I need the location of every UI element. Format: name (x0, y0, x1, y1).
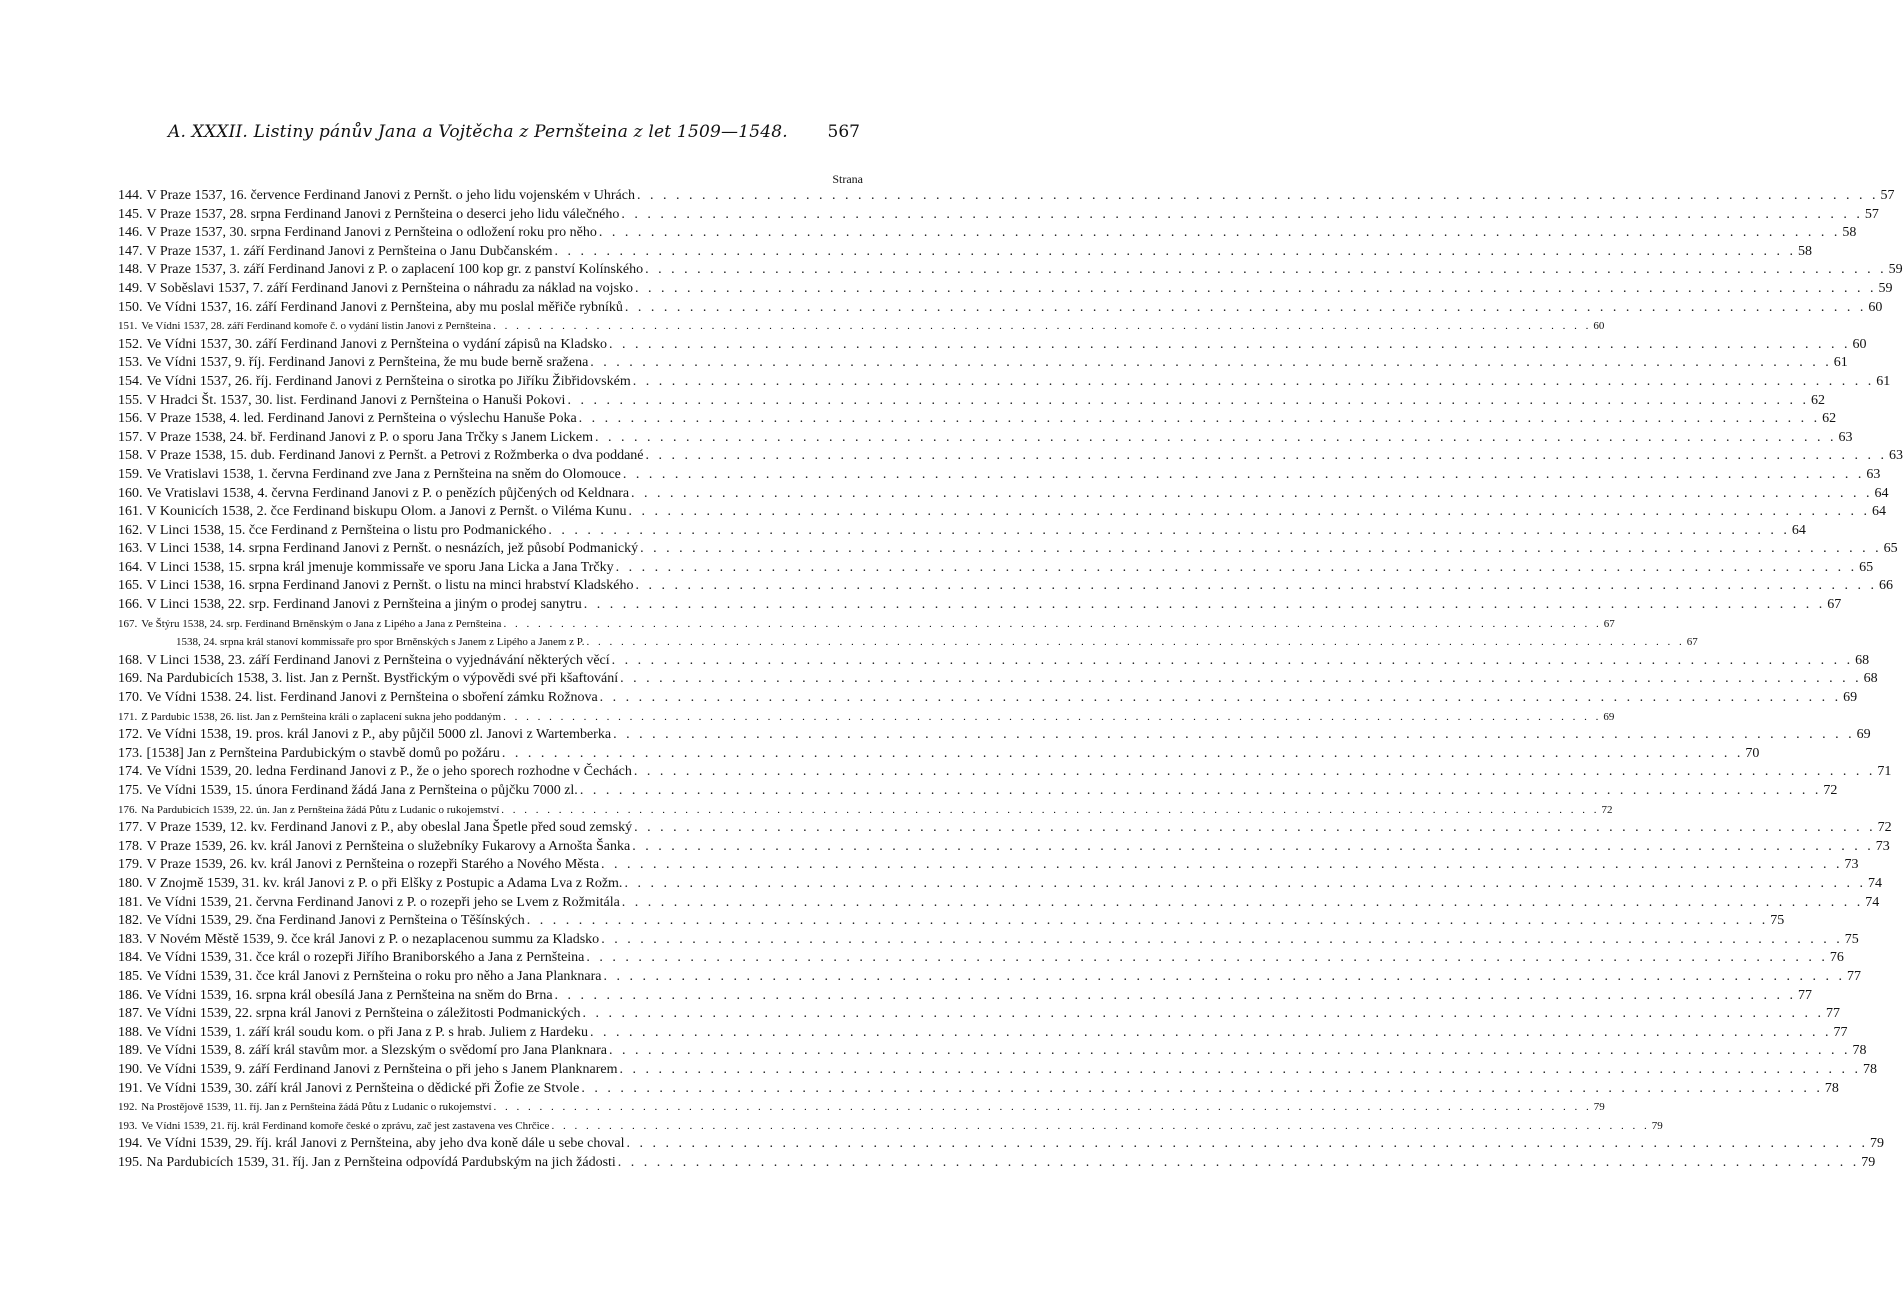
header-title: A. XXXII. Listiny pánův Jana a Vojtěcha z Pernšteina z let 1509—1548. (168, 122, 788, 142)
list-item (118, 261, 1903, 280)
list-item (118, 968, 1862, 987)
entry-number: 167. (118, 617, 138, 630)
entry-text: Na Pardubicích 1538, 3. list. Jan z Pernšt. Bystřickým o výpovědi své při kšaftování (146, 671, 619, 687)
list-item (118, 819, 1892, 838)
entry-text: V Znojmě 1539, 31. kv. král Janovi z P. o při Elšky z Postupic a Adama Lva z Rožm. (146, 875, 623, 891)
list-item (118, 949, 1844, 968)
entry-page: 59 (1878, 280, 1893, 296)
entry-text: V Linci 1538, 23. září Ferdinand Janovi z Pernšteina o vyjednávání některých věcí (146, 652, 610, 668)
entry-text: V Linci 1538, 15. srpna král jmenuje kommissaře ve sporu Jana Licka a Jana Trčky (146, 559, 614, 575)
entry-number: 156. (118, 411, 143, 427)
entry-page: 74 (1867, 875, 1882, 891)
entry-number: 145. (118, 206, 143, 222)
entry-number: 183. (118, 931, 143, 947)
entry-number: 177. (118, 820, 143, 836)
entry-page: 61 (1876, 373, 1891, 389)
entry-number: 174. (118, 764, 143, 780)
entry-text: Ve Vratislavi 1538, 1. června Ferdinand zve Jana z Pernšteina na sněm do Olomouce (146, 466, 621, 482)
list-item (118, 689, 1858, 708)
entry-text: Ve Vídni 1539, 29. říj. král Janovi z Pernšteina, aby jeho dva koně dále u sebe choval (146, 1136, 625, 1152)
entry-page: 62 (1822, 411, 1837, 427)
entry-text: V Praze 1537, 28. srpna Ferdinand Janovi z Pernšteina o deserci jeho lidu válečného (146, 206, 620, 222)
entry-text: Ve Vídni 1539, 21. říj. král Ferdinand komoře české o zprávu, zač jest zastavena ves Chrčice (141, 1119, 550, 1132)
entry-text: Na Prostějově 1539, 11. říj. Jan z Pernšteina žádá Půtu z Ludanic o rukojemství (141, 1101, 492, 1114)
entry-page: 74 (1865, 894, 1880, 910)
list-item (118, 652, 1870, 671)
entry-text: V Praze 1537, 16. července Ferdinand Janovi z Pernšt. o jeho lidu vojenském v Uhrách (146, 188, 635, 203)
entry-text: V Praze 1539, 26. kv. král Janovi z Pernšteina o rozepři Starého a Nového Města (146, 857, 600, 873)
entry-number: 154. (118, 373, 143, 389)
entry-number: 178. (118, 838, 143, 854)
list-item (118, 1135, 1884, 1154)
list-item (118, 447, 1903, 466)
dot-leader (584, 633, 1686, 652)
list-item (118, 466, 1881, 485)
entry-page: 75 (1770, 913, 1785, 929)
entry-text: Na Pardubicích 1539, 31. říj. Jan z Pernšteina odpovídá Pardubským na jich žádosti (146, 1154, 616, 1170)
entry-number: 152. (118, 336, 143, 352)
dot-leader (588, 1024, 1834, 1043)
dot-leader (614, 559, 1860, 578)
entry-number: 171. (118, 710, 138, 723)
entry-number: 157. (118, 429, 143, 445)
entry-text: Ve Vídni 1539, 31. čce král Janovi z Pernšteina o roku pro něho a Jana Planknara (146, 968, 602, 984)
dot-leader (598, 689, 1844, 708)
entry-page: 78 (1862, 1061, 1877, 1077)
entry-page: 68 (1855, 652, 1870, 668)
list-item (118, 317, 1605, 336)
list-item (118, 1024, 1848, 1043)
entry-text: Ve Vídni 1539, 20. ledna Ferdinand Janovi z P., že o jeho sporech rozhodne v Čechách (146, 764, 632, 780)
list-item (118, 745, 1760, 764)
entry-text: Ve Vídni 1539, 9. září Ferdinand Janovi z Pernšteina o při jeho s Janem Planknarem (146, 1061, 618, 1077)
list-item (118, 596, 1842, 615)
entry-number: 169. (118, 671, 143, 687)
entry-page: 77 (1798, 987, 1813, 1003)
entry-text: V Praze 1539, 12. kv. Ferdinand Janovi z P., aby obeslal Jana Špetle před soud zemský (146, 820, 633, 836)
entry-number: 144. (118, 188, 143, 203)
entry-number: 159. (118, 466, 143, 482)
entry-number: 158. (118, 448, 143, 464)
entry-text: Z Pardubic 1538, 26. list. Jan z Pernšteina králi o zaplacení sukna jeho poddaným (141, 710, 502, 723)
entry-number: 181. (118, 894, 143, 910)
entry-text: V Linci 1538, 15. čce Ferdinand z Pernšteina o listu pro Podmanického (146, 522, 547, 538)
entry-text: Ve Vídni 1539, 21. června Ferdinand Janovi z P. o rozepři jeho se Lvem z Rožmitála (146, 894, 620, 910)
dot-leader (620, 894, 1866, 913)
entry-page: 77 (1833, 1024, 1848, 1040)
list-item (118, 875, 1882, 894)
list-item (118, 540, 1898, 559)
entry-number: 185. (118, 968, 143, 984)
entry-page: 65 (1883, 541, 1898, 557)
dot-leader (553, 243, 1799, 262)
dot-leader (627, 503, 1873, 522)
list-item (118, 485, 1889, 504)
entry-text: Ve Vídni 1537, 16. září Ferdinand Janovi z Pernšteina, aby mu poslal měřiče rybníků (146, 299, 623, 315)
list-item (118, 912, 1785, 931)
entry-number: 172. (118, 727, 143, 743)
entry-page: 67 (1686, 636, 1698, 649)
entry-page: 78 (1824, 1080, 1839, 1096)
list-item (118, 299, 1883, 318)
entry-number: 175. (118, 783, 143, 798)
list-item (118, 373, 1891, 392)
entry-number: 180. (118, 875, 143, 891)
dot-leader (549, 1117, 1651, 1136)
entry-number: 161. (118, 504, 143, 520)
dot-leader (638, 540, 1884, 559)
entry-page: 79 (1651, 1119, 1663, 1132)
dot-leader (599, 856, 1845, 875)
list-item (118, 354, 1848, 373)
list-item (118, 1098, 1605, 1117)
entry-page: 72 (1601, 803, 1613, 816)
entry-number: 155. (118, 392, 143, 408)
list-item (118, 670, 1878, 689)
dot-leader (546, 522, 1792, 541)
entry-page: 63 (1866, 466, 1881, 482)
dot-leader (623, 299, 1869, 318)
list-item (118, 336, 1867, 355)
entry-page: 58 (1798, 243, 1813, 259)
list-item (118, 577, 1893, 596)
entry-page: 57 (1864, 206, 1879, 222)
list-item (118, 1061, 1877, 1080)
dot-leader (630, 838, 1876, 857)
entry-text: Ve Vídni 1539, 30. září král Janovi z Pernšteina o dědické při Žofie ze Stvole (146, 1080, 580, 1096)
entry-text: V Kounicích 1538, 2. čce Ferdinand biskupu Olom. a Janovi z Pernšt. o Viléma Kunu (146, 504, 627, 520)
entry-text: V Hradci Št. 1537, 30. list. Ferdinand Janovi z Pernšteina o Hanuši Pokovi (146, 392, 566, 408)
entry-page: 69 (1843, 690, 1858, 706)
entry-number: 165. (118, 578, 143, 594)
dot-leader (499, 801, 1601, 820)
list-item (118, 522, 1806, 541)
entry-text: Na Pardubicích 1539, 22. ún. Jan z Pernšteina žádá Půtu z Ludanic o rukojemství (141, 803, 500, 816)
entry-text: V Praze 1538, 4. led. Ferdinand Janovi z Pernšteina o výslechu Hanuše Poka (146, 411, 577, 427)
dot-leader (631, 373, 1877, 392)
entry-number: 164. (118, 559, 143, 575)
entry-page: 58 (1842, 225, 1857, 241)
dot-leader (621, 466, 1867, 485)
list-item (118, 1117, 1663, 1136)
entry-text: V Linci 1538, 14. srpna Ferdinand Janovi z Pernšt. o nesnázích, jež působí Podmanický (146, 541, 639, 557)
list-item (118, 1005, 1841, 1024)
entry-number: 148. (118, 262, 143, 278)
entry-number: 184. (118, 950, 143, 966)
entry-text: V Soběslavi 1537, 7. září Ferdinand Janovi z Pernšteina o náhradu za náklad na vojsko (146, 280, 634, 296)
dot-leader (565, 392, 1811, 411)
list-item (118, 838, 1890, 857)
entry-text: Ve Vídni 1539, 16. srpna král obesílá Jana z Pernšteina na sněm do Brna (146, 987, 553, 1003)
header-page-number: 567 (827, 122, 860, 142)
dot-leader (501, 615, 1603, 634)
list-item (118, 1154, 1876, 1173)
entry-page: 66 (1878, 578, 1893, 594)
dot-leader (500, 745, 1746, 764)
entry-page: 73 (1875, 838, 1890, 854)
entry-number: 147. (118, 243, 143, 259)
entry-page: 60 (1868, 299, 1883, 315)
entry-page: 69 (1856, 727, 1871, 743)
entry-page: 62 (1810, 392, 1825, 408)
dot-leader (619, 206, 1865, 225)
entry-text: V Praze 1539, 26. kv. král Janovi z Pernšteina o služebníky Fukarovy a Arnošta Šanka (146, 838, 631, 854)
dot-leader (584, 949, 1830, 968)
entry-text: V Praze 1538, 15. dub. Ferdinand Janovi z Pernšt. a Petrovi z Rožmberka o dva poddané (146, 448, 644, 464)
entry-page: 59 (1888, 262, 1903, 278)
entry-page: 64 (1874, 485, 1889, 501)
list-item (118, 708, 1615, 727)
entry-page: 78 (1852, 1043, 1867, 1059)
entry-text: [1538] Jan z Pernšteina Pardubickým o stavbě domů po požáru (146, 745, 500, 761)
entry-number: 195. (118, 1154, 143, 1170)
dot-leader (607, 336, 1853, 355)
entry-number: 193. (118, 1119, 138, 1132)
entry-number: 153. (118, 355, 143, 371)
entry-number: 163. (118, 541, 143, 557)
entry-number: 162. (118, 522, 143, 538)
entry-page: 79 (1593, 1101, 1605, 1114)
entry-text: Ve Štýru 1538, 24. srp. Ferdinand Brněnským o Jana z Lipého a Jana z Pernšteina (141, 617, 502, 630)
dot-leader (578, 782, 1824, 801)
dot-leader (632, 763, 1878, 782)
entry-text: V Linci 1538, 16. srpna Ferdinand Janovi z Pernšt. o listu na minci hrabství Kladského (146, 578, 634, 594)
table-of-contents (118, 187, 1903, 1172)
entry-text: Ve Vídni 1539, 8. září král stavům mor. a Slezským o svědomí pro Jana Planknara (146, 1043, 607, 1059)
list-item (118, 726, 1871, 745)
entry-text: Ve Vídni 1539, 1. září král soudu kom. o při Jana z P. s hrab. Juliem z Hardeku (146, 1024, 588, 1040)
dot-leader (611, 726, 1857, 745)
dot-leader (632, 819, 1878, 838)
list-item (118, 280, 1893, 299)
entry-page: 57 (1880, 188, 1895, 203)
list-item (118, 243, 1813, 262)
entry-page: 70 (1745, 745, 1760, 761)
entry-page: 60 (1593, 320, 1605, 333)
dot-leader (635, 187, 1881, 206)
dot-leader (624, 1135, 1870, 1154)
list-item (118, 782, 1838, 801)
entry-page: 63 (1838, 429, 1853, 445)
entry-number: 146. (118, 225, 143, 241)
entry-number: 191. (118, 1080, 143, 1096)
entry-text: Ve Vratislavi 1538, 4. června Ferdinand Janovi z P. o penězích půjčených od Keldnara (146, 485, 630, 501)
entry-number: 182. (118, 913, 143, 929)
list-item (118, 503, 1887, 522)
list-item (118, 187, 1895, 206)
list-item (118, 615, 1615, 634)
list-item (118, 1080, 1839, 1099)
entry-text: Ve Vídni 1537, 9. říj. Ferdinand Janovi z Pernšteina, že mu bude berně sražena (146, 355, 589, 371)
entry-number: 194. (118, 1136, 143, 1152)
dot-leader (602, 968, 1848, 987)
dot-leader (579, 1080, 1825, 1099)
dot-leader (617, 1061, 1863, 1080)
dot-leader (588, 354, 1834, 373)
entry-page: 79 (1869, 1136, 1884, 1152)
dot-leader (501, 708, 1603, 727)
entry-number: 186. (118, 987, 143, 1003)
list-item (118, 801, 1613, 820)
entry-number: 173. (118, 745, 143, 761)
running-header (0, 122, 960, 146)
entry-number: 187. (118, 1006, 143, 1022)
dot-leader (607, 1042, 1853, 1061)
entry-page: 77 (1847, 968, 1862, 984)
entry-number: 150. (118, 299, 143, 315)
entry-number: 149. (118, 280, 143, 296)
list-item (118, 633, 1698, 652)
dot-leader (610, 652, 1856, 671)
entry-number: 179. (118, 857, 143, 873)
entry-page: 77 (1826, 1006, 1841, 1022)
entry-text: Ve Vídni 1539, 22. srpna král Janovi z Pernšteina o záležitosti Podmanických (146, 1006, 581, 1022)
dot-leader (593, 429, 1839, 448)
entry-text: V Praze 1537, 3. září Ferdinand Janovi z P. o zaplacení 100 kop gr. z panství Kolínského (146, 262, 644, 278)
entry-text: V Novém Městě 1539, 9. čce král Janovi z P. o nezaplacenou summu za Kladsko (146, 931, 600, 947)
dot-leader (492, 1098, 1594, 1117)
entry-number: 190. (118, 1061, 143, 1077)
list-item (118, 931, 1859, 950)
list-item (118, 224, 1857, 243)
entry-number: 192. (118, 1101, 138, 1114)
entry-text: V Praze 1537, 1. září Ferdinand Janovi z Pernšteina o Janu Dubčanském (146, 243, 553, 259)
entry-text: Ve Vídni 1537, 26. říj. Ferdinand Janovi z Pernšteina o sirotka po Jiříku Žibřidovském (146, 373, 631, 389)
list-item (118, 206, 1879, 225)
entry-number: 160. (118, 485, 143, 501)
entry-page: 69 (1603, 710, 1615, 723)
entry-text: Ve Vídni 1537, 28. září Ferdinand komoře č. o vydání listin Janovi z Pernšteina (141, 320, 492, 333)
entry-number: 166. (118, 597, 143, 613)
entry-text: Ve Vídni 1538. 24. list. Ferdinand Janovi z Pernšteina o sboření zámku Rožnova (146, 690, 598, 706)
entry-page: 60 (1852, 336, 1867, 352)
list-item (118, 1042, 1867, 1061)
entry-text: V Praze 1537, 30. srpna Ferdinand Janovi z Pernšteina o odložení roku pro něho (146, 225, 597, 241)
list-item (118, 894, 1880, 913)
entry-text: V Linci 1538, 22. srp. Ferdinand Janovi z Pernšteina a jiným o prodej sanytru (146, 597, 582, 613)
list-item (118, 987, 1813, 1006)
dot-leader (633, 280, 1879, 299)
entry-page: 61 (1833, 355, 1848, 371)
entry-number: 170. (118, 690, 143, 706)
entry-page: 75 (1844, 931, 1859, 947)
entry-page: 63 (1889, 448, 1903, 464)
list-item (118, 410, 1837, 429)
entry-text: Ve Vídni 1539, 29. čna Ferdinand Janovi z Pernšteina o Těšínských (146, 913, 525, 929)
entry-page: 67 (1827, 597, 1842, 613)
entry-text: Ve Vídni 1539, 15. února Ferdinand žádá Jana z Pernšteina o půjčku 7000 zl. (146, 783, 578, 798)
entry-text: Ve Vídni 1538, 19. pros. král Janovi z P., aby půjčil 5000 zl. Janovi z Wartemberka (146, 727, 612, 743)
list-item (118, 763, 1892, 782)
entry-page: 68 (1863, 671, 1878, 687)
entry-page: 73 (1844, 857, 1859, 873)
entry-page: 64 (1791, 522, 1806, 538)
dot-leader (629, 485, 1875, 504)
entry-text: Ve Vídni 1539, 31. čce král o rozepři Jiřího Braniborského a Jana z Pernšteina (146, 950, 585, 966)
dot-leader (597, 224, 1843, 243)
dot-leader (581, 1005, 1827, 1024)
dot-leader (618, 670, 1864, 689)
dot-leader (582, 596, 1828, 615)
dot-leader (616, 1154, 1862, 1173)
dot-leader (599, 931, 1845, 950)
entry-page: 72 (1823, 783, 1838, 798)
entry-text: 1538, 24. srpna král stanoví kommissaře pro spor Brněnských s Janem z Lipého a Janem z P. (176, 636, 585, 649)
dot-leader (553, 987, 1799, 1006)
entry-page: 72 (1877, 820, 1892, 836)
list-item (118, 856, 1859, 875)
list-item (118, 559, 1874, 578)
entry-number: 189. (118, 1043, 143, 1059)
entry-number: 188. (118, 1024, 143, 1040)
entry-page: 67 (1603, 617, 1615, 630)
entry-number: 151. (118, 320, 138, 333)
entry-page: 79 (1861, 1154, 1876, 1170)
page-column-label: Strana (832, 172, 863, 186)
entry-page: 65 (1859, 559, 1874, 575)
entry-text: V Praze 1538, 24. bř. Ferdinand Janovi z P. o sporu Jana Trčky s Janem Lickem (146, 429, 594, 445)
dot-leader (633, 577, 1879, 596)
entry-page: 64 (1872, 504, 1887, 520)
entry-number: 168. (118, 652, 143, 668)
dot-leader (644, 447, 1890, 466)
dot-leader (643, 261, 1889, 280)
dot-leader (577, 410, 1823, 429)
list-item (118, 392, 1825, 411)
dot-leader (525, 912, 1771, 931)
entry-page: 71 (1877, 764, 1892, 780)
dot-leader (491, 317, 1593, 336)
dot-leader (622, 875, 1868, 894)
entry-number: 176. (118, 803, 138, 816)
entry-text: Ve Vídni 1537, 30. září Ferdinand Janovi z Pernšteina o vydání zápisů na Kladsko (146, 336, 607, 352)
entry-page: 76 (1829, 950, 1844, 966)
list-item (118, 429, 1853, 448)
